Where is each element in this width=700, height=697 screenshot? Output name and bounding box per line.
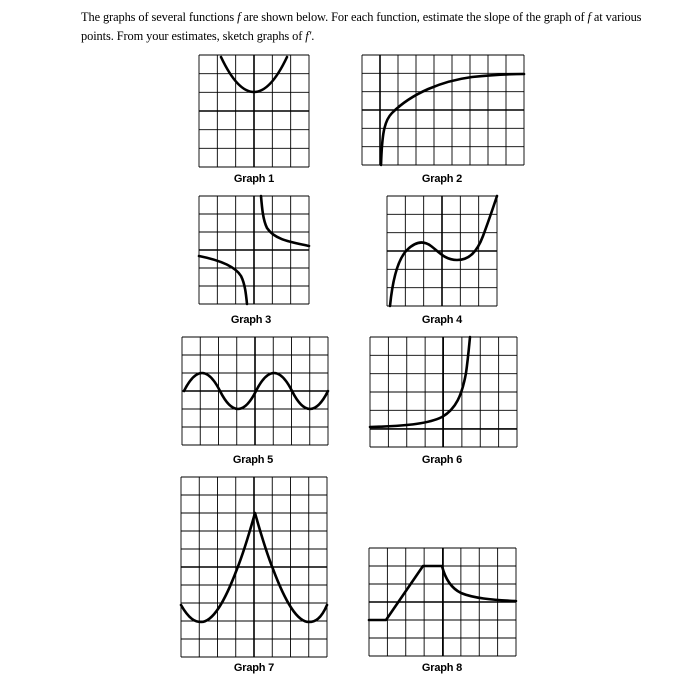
problem-statement <box>81 8 661 46</box>
graph-3-curve-right <box>261 196 309 246</box>
graph-3-curve-left <box>199 256 247 304</box>
graph-3-caption: Graph 3 <box>230 314 272 326</box>
graph-5 <box>182 337 328 445</box>
intro-text-2: are shown below. For each function, estimate the slope of the graph of <box>240 10 588 24</box>
graph-6 <box>370 337 517 447</box>
intro-text-4: . <box>311 29 315 43</box>
f-symbol: f <box>237 10 241 24</box>
graph-6-curve <box>370 337 470 427</box>
graph-2 <box>362 55 524 165</box>
graph-8 <box>369 548 516 656</box>
graph-2-caption: Graph 2 <box>421 173 463 185</box>
graph-5-caption: Graph 5 <box>232 454 274 466</box>
graph-7-caption: Graph 7 <box>233 662 275 674</box>
f-symbol: f <box>587 10 591 24</box>
graph-4 <box>387 196 497 306</box>
graph-2-curve <box>381 74 524 165</box>
graph-3 <box>199 196 309 304</box>
intro-text-3: at various points. From your estimates, sketch graphs of <box>81 10 642 43</box>
graph-1 <box>199 55 309 167</box>
graph-6-caption: Graph 6 <box>421 454 463 466</box>
graph-7 <box>181 477 327 657</box>
intro-text-1: The graphs of several functions <box>81 10 238 24</box>
graph-8-caption: Graph 8 <box>421 662 463 674</box>
f-prime-symbol: f′ <box>305 29 312 43</box>
graph-1-caption: Graph 1 <box>233 173 275 185</box>
graph-4-caption: Graph 4 <box>421 314 463 326</box>
